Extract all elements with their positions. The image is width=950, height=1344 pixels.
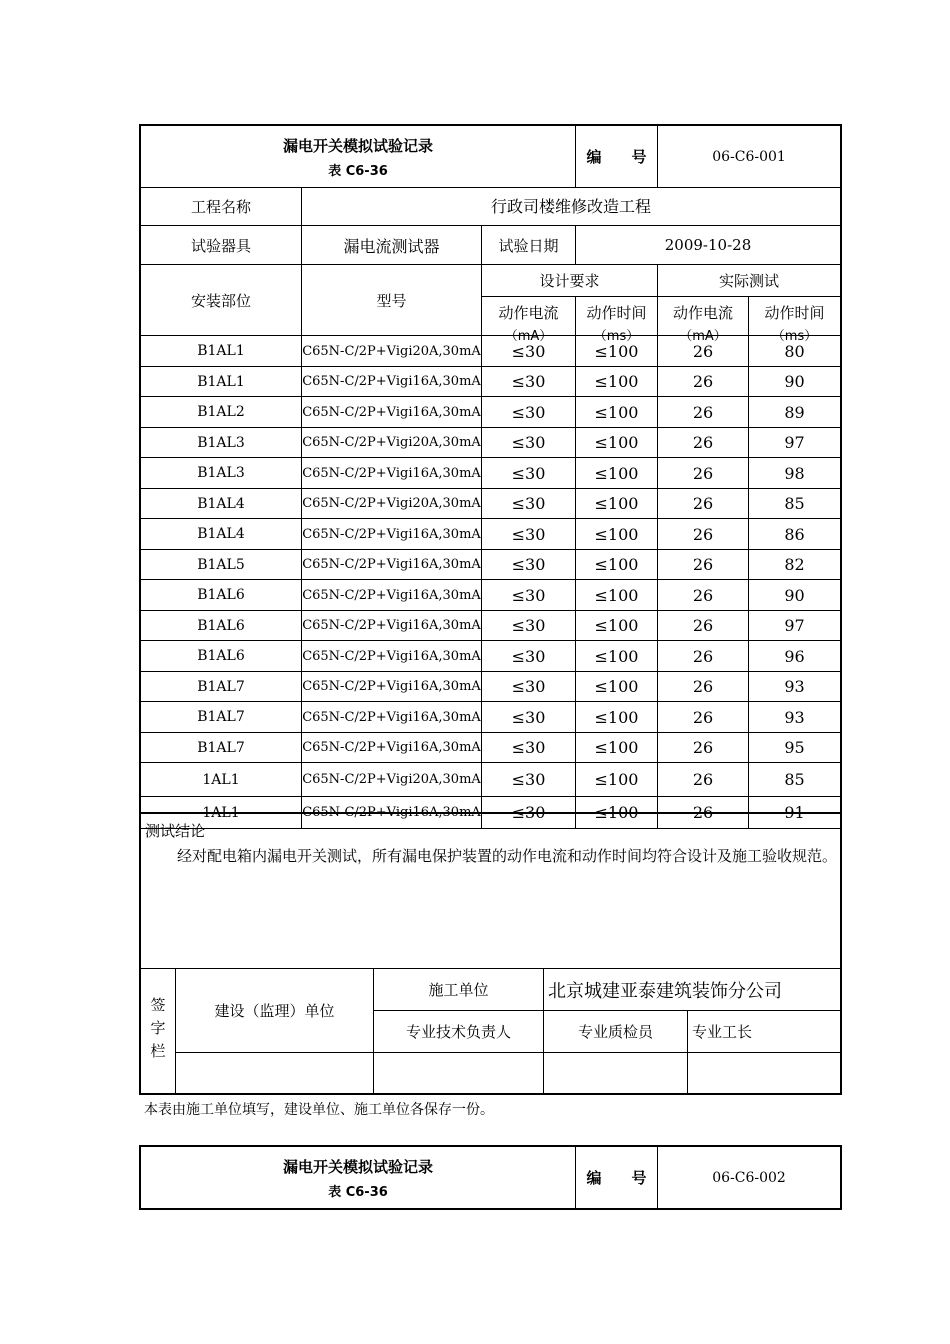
design-current-cell: ≤30 (481, 796, 576, 829)
conclusion-box (139, 813, 842, 969)
actual-current-cell: 26 (657, 579, 749, 611)
date-label: 试验日期 (481, 225, 576, 265)
code-label: 编 号 (575, 124, 658, 188)
design-time-cell: ≤100 (575, 796, 658, 829)
model-cell: C65N-C/2P+Vigi20A,30mA (301, 427, 482, 458)
model-cell: C65N-C/2P+Vigi16A,30mA (301, 610, 482, 641)
design-time-cell: ≤100 (575, 579, 658, 611)
model-cell: C65N-C/2P+Vigi16A,30mA (301, 796, 482, 829)
actual-time-cell: 82 (748, 549, 842, 580)
foreman-label: 专业工长 (687, 1010, 842, 1053)
sign-label: 签字栏 (139, 968, 176, 1095)
model-cell: C65N-C/2P+Vigi16A,30mA (301, 640, 482, 672)
location-cell: B1AL6 (139, 610, 302, 641)
model-cell: C65N-C/2P+Vigi16A,30mA (301, 579, 482, 611)
actual-time-cell: 97 (748, 610, 842, 641)
actual-current-cell: 26 (657, 701, 749, 733)
actual-time-cell: 93 (748, 701, 842, 733)
design-time-cell: ≤100 (575, 610, 658, 641)
contractor-value: 北京城建亚泰建筑装饰分公司 (543, 968, 842, 1011)
tech-lead-sign-field[interactable] (373, 1052, 544, 1095)
actual-time-cell: 85 (748, 762, 842, 797)
design-current-cell: ≤30 (481, 610, 576, 641)
form-subtitle: 表 C6-36 (328, 163, 388, 179)
actual-current-cell: 26 (657, 396, 749, 428)
conclusion-label: 测试结论 (145, 822, 206, 840)
design-current-cell: ≤30 (481, 732, 576, 763)
location-cell: B1AL1 (139, 366, 302, 397)
col-design-time: 动作时间 （ms） (575, 296, 658, 336)
col-model: 型号 (301, 264, 482, 336)
builder-sign-field[interactable] (175, 1052, 374, 1095)
tech-lead-label: 专业技术负责人 (373, 1010, 544, 1053)
actual-time-cell: 91 (748, 796, 842, 829)
actual-current-cell: 26 (657, 762, 749, 797)
actual-time-cell: 95 (748, 732, 842, 763)
form2-title-cell (139, 1145, 576, 1210)
design-current-cell: ≤30 (481, 671, 576, 702)
location-cell: B1AL3 (139, 427, 302, 458)
location-cell: B1AL6 (139, 640, 302, 672)
project-label: 工程名称 (139, 187, 302, 226)
model-cell: C65N-C/2P+Vigi16A,30mA (301, 396, 482, 428)
design-current-cell: ≤30 (481, 335, 576, 367)
qc-label: 专业质检员 (543, 1010, 688, 1053)
design-time-cell: ≤100 (575, 457, 658, 489)
design-time-cell: ≤100 (575, 366, 658, 397)
location-cell: B1AL7 (139, 732, 302, 763)
form-title-cell (139, 124, 576, 188)
design-current-cell: ≤30 (481, 457, 576, 489)
form2-subtitle: 表 C6-36 (328, 1184, 388, 1200)
model-cell: C65N-C/2P+Vigi20A,30mA (301, 335, 482, 367)
col-design: 设计要求 (481, 264, 658, 297)
design-time-cell: ≤100 (575, 488, 658, 519)
location-cell: B1AL1 (139, 335, 302, 367)
design-time-cell: ≤100 (575, 701, 658, 733)
foreman-sign-field[interactable] (687, 1052, 842, 1095)
design-current-cell: ≤30 (481, 549, 576, 580)
project-value: 行政司楼维修改造工程 (301, 187, 842, 226)
actual-time-cell: 89 (748, 396, 842, 428)
form-title: 漏电开关模拟试验记录 (282, 136, 433, 155)
col-actual: 实际测试 (657, 264, 842, 297)
location-cell: B1AL7 (139, 701, 302, 733)
design-time-cell: ≤100 (575, 518, 658, 550)
col-design-current: 动作电流 （mA） (481, 296, 576, 336)
qc-sign-field[interactable] (543, 1052, 688, 1095)
actual-time-cell: 85 (748, 488, 842, 519)
design-time-cell: ≤100 (575, 549, 658, 580)
col-actual-time: 动作时间 （ms） (748, 296, 842, 336)
actual-current-cell: 26 (657, 671, 749, 702)
design-current-cell: ≤30 (481, 366, 576, 397)
model-cell: C65N-C/2P+Vigi16A,30mA (301, 701, 482, 733)
location-cell: B1AL4 (139, 488, 302, 519)
actual-current-cell: 26 (657, 427, 749, 458)
form2-title: 漏电开关模拟试验记录 (282, 1157, 433, 1176)
instrument-value: 漏电流测试器 (301, 225, 482, 265)
model-cell: C65N-C/2P+Vigi16A,30mA (301, 366, 482, 397)
design-current-cell: ≤30 (481, 488, 576, 519)
actual-current-cell: 26 (657, 640, 749, 672)
model-cell: C65N-C/2P+Vigi20A,30mA (301, 488, 482, 519)
date-value: 2009-10-28 (575, 225, 842, 265)
design-current-cell: ≤30 (481, 762, 576, 797)
actual-current-cell: 26 (657, 732, 749, 763)
actual-current-cell: 26 (657, 796, 749, 829)
design-time-cell: ≤100 (575, 671, 658, 702)
location-cell: B1AL2 (139, 396, 302, 428)
design-time-cell: ≤100 (575, 640, 658, 672)
actual-current-cell: 26 (657, 366, 749, 397)
location-cell: 1AL1 (139, 762, 302, 797)
actual-time-cell: 86 (748, 518, 842, 550)
design-current-cell: ≤30 (481, 427, 576, 458)
design-time-cell: ≤100 (575, 732, 658, 763)
model-cell: C65N-C/2P+Vigi16A,30mA (301, 671, 482, 702)
form2-code-value: 06-C6-002 (657, 1145, 842, 1210)
conclusion-text: 经对配电箱内漏电开关测试，所有漏电保护装置的动作电流和动作时间均符合设计及施工验收规范。 (177, 847, 838, 865)
contractor-label: 施工单位 (373, 968, 544, 1011)
design-time-cell: ≤100 (575, 335, 658, 367)
col-actual-current: 动作电流 （mA） (657, 296, 749, 336)
design-time-cell: ≤100 (575, 427, 658, 458)
model-cell: C65N-C/2P+Vigi16A,30mA (301, 549, 482, 580)
actual-current-cell: 26 (657, 457, 749, 489)
code-value: 06-C6-001 (657, 124, 842, 188)
model-cell: C65N-C/2P+Vigi16A,30mA (301, 518, 482, 550)
location-cell: B1AL7 (139, 671, 302, 702)
actual-current-cell: 26 (657, 610, 749, 641)
instrument-label: 试验器具 (139, 225, 302, 265)
actual-current-cell: 26 (657, 549, 749, 580)
model-cell: C65N-C/2P+Vigi16A,30mA (301, 457, 482, 489)
location-cell: B1AL6 (139, 579, 302, 611)
footnote: 本表由施工单位填写，建设单位、施工单位各保存一份。 (144, 1102, 494, 1118)
actual-time-cell: 96 (748, 640, 842, 672)
actual-time-cell: 90 (748, 366, 842, 397)
design-time-cell: ≤100 (575, 396, 658, 428)
design-current-cell: ≤30 (481, 518, 576, 550)
model-cell: C65N-C/2P+Vigi16A,30mA (301, 732, 482, 763)
actual-time-cell: 98 (748, 457, 842, 489)
form2-code-label: 编 号 (575, 1145, 658, 1210)
design-current-cell: ≤30 (481, 640, 576, 672)
design-current-cell: ≤30 (481, 579, 576, 611)
builder-label: 建设（监理）单位 (175, 968, 374, 1053)
col-location: 安装部位 (139, 264, 302, 336)
actual-current-cell: 26 (657, 518, 749, 550)
location-cell: 1AL1 (139, 796, 302, 829)
location-cell: B1AL3 (139, 457, 302, 489)
design-current-cell: ≤30 (481, 396, 576, 428)
actual-time-cell: 80 (748, 335, 842, 367)
design-time-cell: ≤100 (575, 762, 658, 797)
actual-time-cell: 90 (748, 579, 842, 611)
actual-time-cell: 97 (748, 427, 842, 458)
model-cell: C65N-C/2P+Vigi20A,30mA (301, 762, 482, 797)
actual-current-cell: 26 (657, 335, 749, 367)
location-cell: B1AL5 (139, 549, 302, 580)
design-current-cell: ≤30 (481, 701, 576, 733)
actual-time-cell: 93 (748, 671, 842, 702)
actual-current-cell: 26 (657, 488, 749, 519)
location-cell: B1AL4 (139, 518, 302, 550)
